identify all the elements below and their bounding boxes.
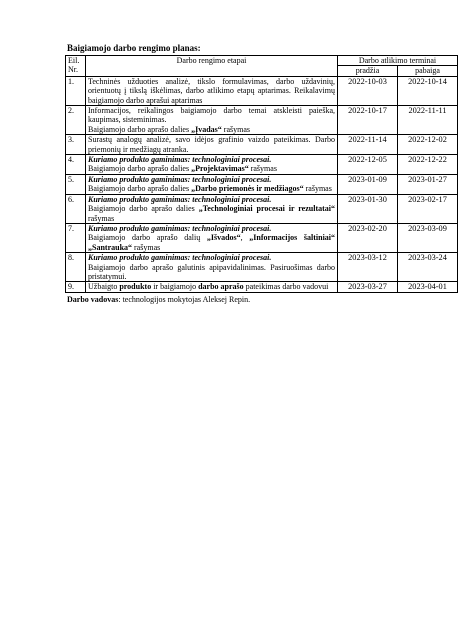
row-start-date: 2022-12-05	[338, 155, 398, 175]
table-row	[66, 253, 458, 282]
task-text-segment: ir baigiamojo	[151, 282, 199, 292]
row-start-date: 2022-10-17	[338, 106, 398, 135]
row-task	[86, 174, 338, 194]
task-text-segment: Kuriamo produkto gaminimas: technologiniai procesai.	[88, 155, 272, 165]
task-text-segment: pateikimas darbo vadovui	[243, 282, 329, 292]
table-row	[66, 155, 458, 175]
row-task	[86, 223, 338, 252]
header-nr: Eil. Nr.	[66, 56, 86, 77]
task-text-segment: „Technologiniai procesai ir rezultatai“	[198, 204, 336, 214]
row-end-date: 2023-03-24	[398, 253, 458, 282]
task-text-segment: Kuriamo produkto gaminimas: technologiniai procesai.	[88, 253, 272, 263]
task-text-segment: Baigiamojo darbo aprašo galutinis apipavidalinimas. Pasiruošimas darbo pristatymui.	[88, 262, 335, 281]
task-text-segment: rašymas	[303, 184, 332, 194]
plan-table	[65, 55, 458, 293]
task-text-segment: Baigiamojo darbo aprašo dalių	[88, 233, 207, 243]
supervisor-line	[67, 295, 250, 305]
header-end: pabaiga	[398, 66, 458, 76]
task-text-segment: Baigiamojo darbo aprašo dalies	[88, 184, 192, 194]
row-start-date: 2023-03-27	[338, 282, 398, 292]
row-number: 6.	[66, 194, 86, 223]
row-number: 1.	[66, 76, 86, 105]
row-end-date: 2023-04-01	[398, 282, 458, 292]
task-text-segment: darbo aprašo	[198, 282, 244, 292]
task-text-segment: Baigiamojo darbo aprašo dalies	[88, 124, 192, 134]
task-text-segment: Techninės užduoties analizė, tikslo formulavimas, darbo uždavinių, orientuotų į tikslą iškėlimas, darbo atlikimo etapų aptarimas. Reikalavimų baigiamojo darbo aprašui aptarimas	[88, 76, 335, 105]
row-start-date: 2023-02-20	[338, 223, 398, 252]
task-text-segment: „Darbo priemonės ir medžiagos“	[191, 184, 304, 194]
row-task	[86, 282, 338, 292]
plan-table-body	[66, 76, 458, 292]
task-text-segment: „Įvadas“	[191, 124, 222, 134]
row-start-date: 2023-03-12	[338, 253, 398, 282]
table-row	[66, 223, 458, 252]
row-number: 5.	[66, 174, 86, 194]
row-end-date: 2022-11-11	[398, 106, 458, 135]
row-task	[86, 106, 338, 135]
row-number: 4.	[66, 155, 86, 175]
row-start-date: 2022-11-14	[338, 135, 398, 155]
task-text-segment: Kuriamo produkto gaminimas: technologiniai procesai.	[88, 194, 272, 204]
row-number: 7.	[66, 223, 86, 252]
task-text-segment: Kuriamo produkto gaminimas: technologiniai procesai.	[88, 223, 272, 233]
row-number: 3.	[66, 135, 86, 155]
row-task	[86, 194, 338, 223]
row-start-date: 2022-10-03	[338, 76, 398, 105]
row-task	[86, 253, 338, 282]
header-deadline: Darbo atlikimo terminai	[338, 56, 458, 66]
task-text-segment: produkto	[119, 282, 152, 292]
table-row	[66, 174, 458, 194]
table-row	[66, 106, 458, 135]
supervisor-text: : technologijos mokytojas Aleksej Repin.	[118, 295, 251, 304]
row-end-date: 2022-10-14	[398, 76, 458, 105]
task-text-segment: „Projektavimas“	[191, 164, 249, 174]
task-text-segment: rašymas	[132, 242, 161, 252]
task-text-segment: „Išvados“	[206, 233, 241, 243]
table-row	[66, 135, 458, 155]
row-task	[86, 135, 338, 155]
table-row	[66, 282, 458, 292]
task-text-segment: ,	[240, 233, 250, 243]
header-start: pradžia	[338, 66, 398, 76]
table-row	[66, 76, 458, 105]
row-start-date: 2023-01-09	[338, 174, 398, 194]
task-text-segment: rašymas	[221, 124, 250, 134]
row-end-date: 2022-12-02	[398, 135, 458, 155]
row-end-date: 2023-02-17	[398, 194, 458, 223]
row-start-date: 2023-01-30	[338, 194, 398, 223]
task-text-segment: rašymas	[248, 164, 277, 174]
row-end-date: 2023-01-27	[398, 174, 458, 194]
row-task	[86, 76, 338, 105]
task-text-segment: Informacijos, reikalingos baigiamojo darbo temai atskleisti paieška, kaupimas, sisteminimas.	[88, 106, 335, 125]
task-text-segment: Užbaigto	[88, 282, 120, 292]
row-end-date: 2023-03-09	[398, 223, 458, 252]
header-task: Darbo rengimo etapai	[86, 56, 338, 77]
row-number: 2.	[66, 106, 86, 135]
table-row	[66, 194, 458, 223]
task-text-segment: „Informacijos šaltiniai“ „Santrauka“	[88, 233, 336, 252]
supervisor-label: Darbo vadovas	[67, 295, 119, 304]
task-text-segment: Baigiamojo darbo aprašo dalies	[88, 204, 199, 214]
plan-title: Baigiamojo darbo rengimo planas:	[67, 43, 201, 53]
task-text-segment: Kuriamo produkto gaminimas: technologiniai procesai.	[88, 174, 272, 184]
row-task	[86, 155, 338, 175]
row-end-date: 2022-12-22	[398, 155, 458, 175]
task-text-segment: Baigiamojo darbo aprašo dalies	[88, 164, 192, 174]
row-number: 9.	[66, 282, 86, 292]
task-text-segment: Surastų analogų analizė, savo idėjos grafinio vaizdo pateikimas. Darbo priemonių ir medžiagų atranka.	[88, 135, 335, 154]
row-number: 8.	[66, 253, 86, 282]
task-text-segment: rašymas	[88, 213, 115, 223]
